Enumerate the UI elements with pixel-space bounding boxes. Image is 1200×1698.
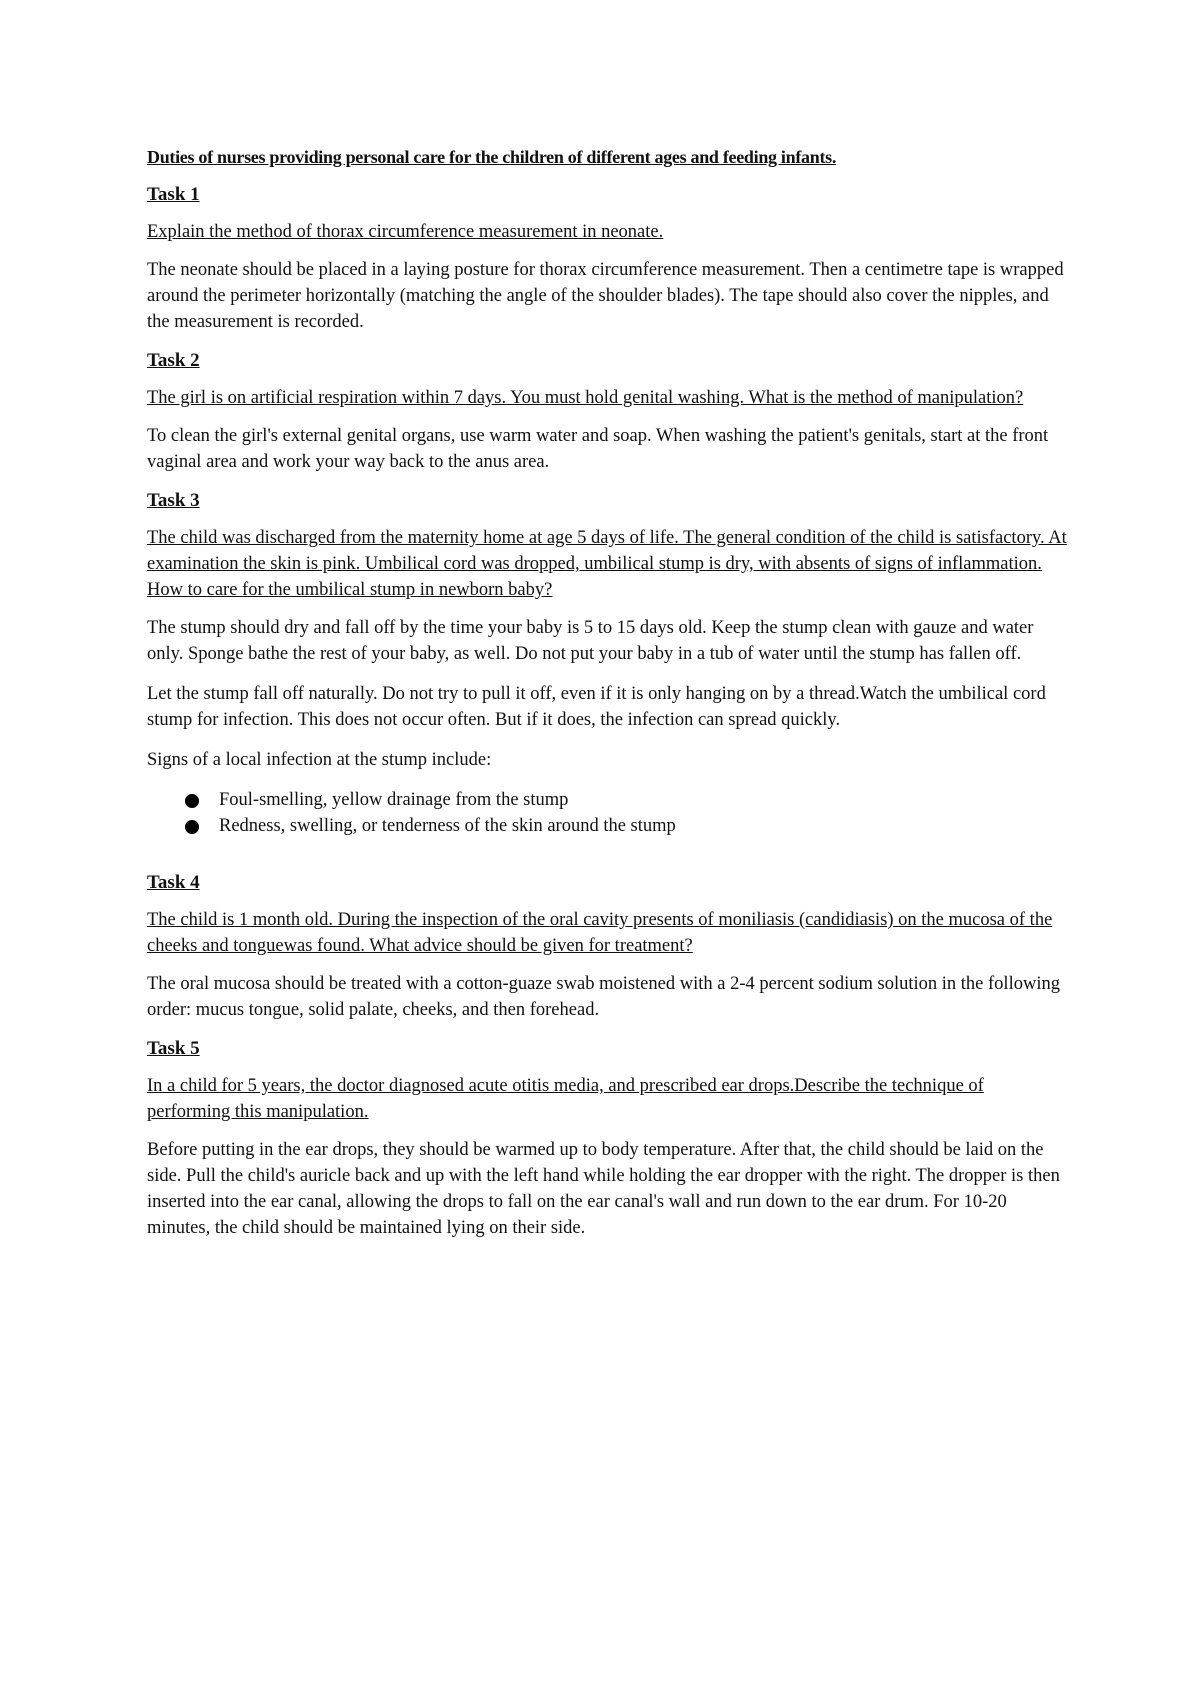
bullet-icon bbox=[185, 794, 199, 808]
task-section-4 bbox=[147, 871, 1067, 1023]
task-answer: The neonate should be placed in a laying posture for thorax circumference measurement. Then a centimetre tape is wrapped around the perimeter horizontally (matching the angle of the shoulder blades). The tape should also cover the nipples, and the measurement is recorded. bbox=[147, 260, 1064, 332]
task-heading: Task 4 bbox=[147, 872, 200, 893]
task-heading: Task 3 bbox=[147, 490, 200, 511]
task-section-5 bbox=[147, 1037, 1067, 1241]
bullet-icon bbox=[185, 820, 199, 834]
infection-signs-list bbox=[147, 787, 1067, 839]
list-item bbox=[147, 813, 1067, 839]
list-item bbox=[147, 787, 1067, 813]
task-answer: Let the stump fall off naturally. Do not try to pull it off, even if it is only hanging on by a thread.Watch the umbilical cord stump for infection. This does not occur often. But if it does, the infection can spread quickly. bbox=[147, 684, 1046, 730]
task-answer: Before putting in the ear drops, they should be warmed up to body temperature. After that, the child should be laid on the side. Pull the child's auricle back and up with the left hand while holding the ear dropper with the right. The dropper is then inserted into the ear canal, allowing the drops to fall on the ear canal's wall and run down to the ear drum. For 10-20 minutes, the child should be maintained lying on their side. bbox=[147, 1140, 1060, 1238]
task-section-1 bbox=[147, 183, 1067, 335]
task-heading: Task 1 bbox=[147, 184, 200, 205]
task-question: The child is 1 month old. During the inspection of the oral cavity presents of moniliasis (candidiasis) on the mucosa of the cheeks and tonguewas found. What advice should be given for treatment? bbox=[147, 910, 1053, 956]
task-heading: Task 2 bbox=[147, 350, 200, 371]
list-item-text: Foul-smelling, yellow drainage from the stump bbox=[219, 790, 569, 810]
task-answer: To clean the girl's external genital organs, use warm water and soap. When washing the patient's genitals, start at the front vaginal area and work your way back to the anus area. bbox=[147, 426, 1049, 472]
task-question: The child was discharged from the maternity home at age 5 days of life. The general condition of the child is satisfactory. At examination the skin is pink. Umbilical cord was dropped, umbilical stump is dry, with absents of signs of inflammation. How to care for the umbilical stump in newborn baby? bbox=[147, 528, 1067, 600]
task-section-3 bbox=[147, 489, 1067, 839]
task-answer: The oral mucosa should be treated with a cotton-guaze swab moistened with a 2-4 percent sodium solution in the following order: mucus tongue, solid palate, cheeks, and then forehead. bbox=[147, 974, 1060, 1020]
task-question: In a child for 5 years, the doctor diagnosed acute otitis media, and prescribed ear drops.Describe the technique of performing this manipulation. bbox=[147, 1076, 984, 1122]
task-heading: Task 5 bbox=[147, 1038, 200, 1059]
task-question: Explain the method of thorax circumference measurement in neonate. bbox=[147, 222, 664, 242]
document-title: Duties of nurses providing personal care for the children of different ages and feeding infants. bbox=[147, 147, 837, 167]
task-answer: Signs of a local infection at the stump include: bbox=[147, 750, 492, 770]
task-question: The girl is on artificial respiration within 7 days. You must hold genital washing. What is the method of manipulation? bbox=[147, 388, 1024, 408]
task-answer: The stump should dry and fall off by the time your baby is 5 to 15 days old. Keep the stump clean with gauze and water only. Sponge bathe the rest of your baby, as well. Do not put your baby in a tub of water until the stump has fallen off. bbox=[147, 618, 1034, 664]
task-section-2 bbox=[147, 349, 1067, 475]
document-page bbox=[147, 145, 1067, 1255]
list-item-text: Redness, swelling, or tenderness of the skin around the stump bbox=[219, 816, 676, 836]
